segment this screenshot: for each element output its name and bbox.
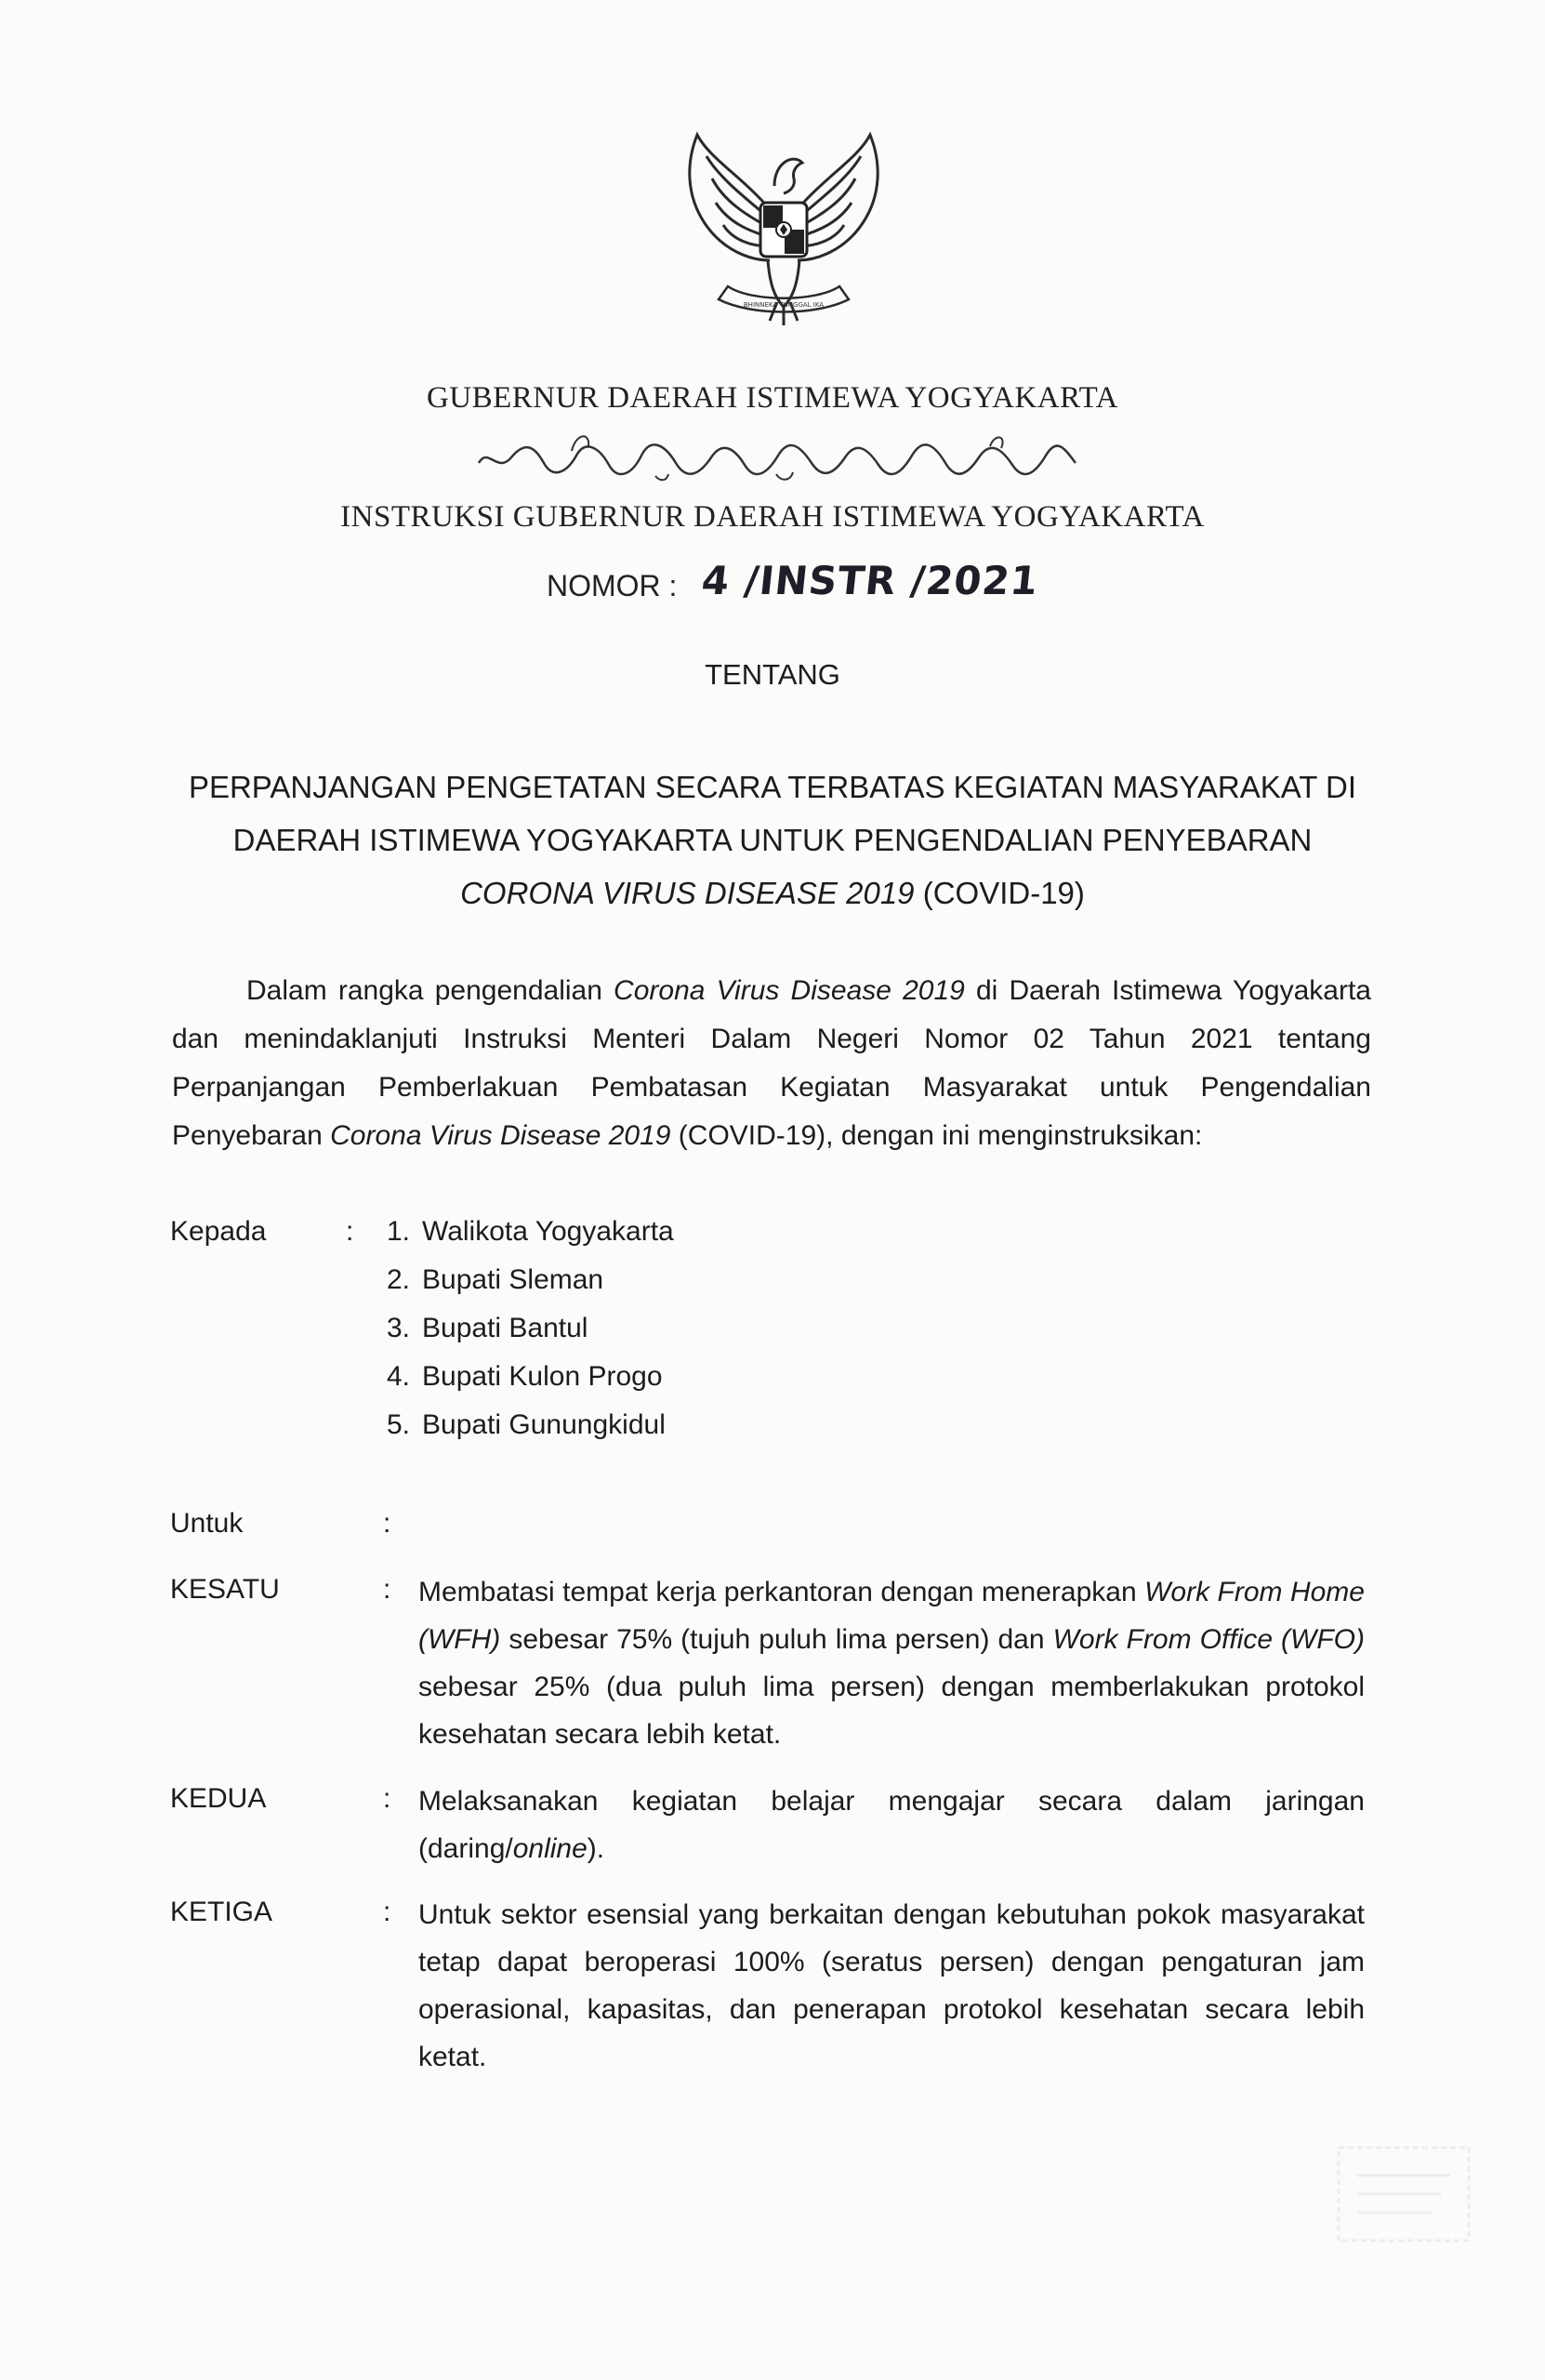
nomor-value: 4 /INSTR /2021: [699, 558, 1041, 603]
javanese-script-line: [469, 428, 1083, 483]
svg-text:ꦓꦸꦧꦺꦂꦤꦸꦂꦢꦲꦺꦫꦃꦆꦱ꧀ꦠꦶꦩꦺꦮꦔꦪꦺꦴꦓꦾꦏꦂꦠ: ꦓꦸꦧꦺꦂꦤꦸꦂꦢꦲꦺꦫꦃꦆꦱ꧀ꦠꦶꦩꦺꦮꦔꦪꦺꦴꦓꦾꦏꦂꦠ: [766, 482, 786, 483]
kesatu-text: Membatasi tempat kerja perkantoran dengan menerapkan Work From Home (WFH) sebesar 75% (tujuh puluh lima persen) dan Work From Office (WFO) sebesar 25% (dua puluh lima persen) dengan memberlakukan protokol kesehatan secara lebih ketat.: [418, 1577, 1365, 1750]
document-title: [139, 760, 1406, 919]
recipient-item: 4. Bupati Kulon Progo: [387, 1361, 663, 1392]
svg-text:BHINNEKA TUNGGAL IKA: BHINNEKA TUNGGAL IKA: [743, 301, 825, 309]
untuk-colon: :: [383, 1508, 391, 1539]
intro-paragraph: Dalam rangka pengendalian Corona Virus Disease 2019 di Daerah Istimewa Yogyakarta dan menindaklanjuti Instruksi Menteri Dalam Negeri Nomor 02 Tahun 2021 tentang Perpanjangan Pemberlakuan Pembatasan Kegiatan Masyarakat untuk Pengendalian Penyebaran Corona Virus Disease 2019 (COVID-19), dengan ini menginstruksikan:: [172, 975, 1371, 1151]
title-line-2: DAERAH ISTIMEWA YOGYAKARTA UNTUK PENGENDALIAN PENYEBARAN: [232, 823, 1313, 857]
recipient-item: 3. Bupati Bantul: [387, 1313, 588, 1343]
ketiga-label: KETIGA: [170, 1897, 273, 1927]
ketiga-text: Untuk sektor esensial yang berkaitan dengan kebutuhan pokok masyarakat tetap dapat beroperasi 100% (seratus persen) dengan pengaturan jam operasional, kapasitas, dan penerapan protokol kesehatan secara lebih ketat.: [418, 1899, 1365, 2072]
kepada-label: Kepada: [170, 1216, 267, 1247]
kepada-colon: :: [346, 1216, 354, 1247]
nomor-label: NOMOR :: [547, 569, 678, 602]
recipient-item: 1. Walikota Yogyakarta: [387, 1216, 674, 1247]
kesatu-label: KESATU: [170, 1574, 280, 1605]
kedua-colon: :: [383, 1783, 391, 1814]
untuk-label: Untuk: [170, 1508, 244, 1539]
recipient-item: 2. Bupati Sleman: [387, 1264, 604, 1295]
header-governor: GUBERNUR DAERAH ISTIMEWA YOGYAKARTA: [426, 381, 1119, 415]
kesatu-colon: :: [383, 1574, 391, 1605]
kedua-label: KEDUA: [170, 1783, 267, 1814]
recipient-item: 5. Bupati Gunungkidul: [387, 1409, 666, 1440]
header-instruction: INSTRUKSI GUBERNUR DAERAH ISTIMEWA YOGYAKARTA: [340, 500, 1205, 534]
tentang-heading: TENTANG: [705, 658, 840, 691]
title-line-1: PERPANJANGAN PENGETATAN SECARA TERBATAS KEGIATAN MASYARAKAT DI: [188, 770, 1357, 804]
faint-stamp-mark: [1329, 2138, 1478, 2250]
title-line-3: CORONA VIRUS DISEASE 2019 (COVID-19): [460, 876, 1085, 910]
garuda-emblem-icon: [677, 121, 891, 330]
ketiga-colon: :: [383, 1897, 391, 1927]
kedua-text: Melaksanakan kegiatan belajar mengajar secara dalam jaringan (daring/online).: [418, 1786, 1365, 1864]
